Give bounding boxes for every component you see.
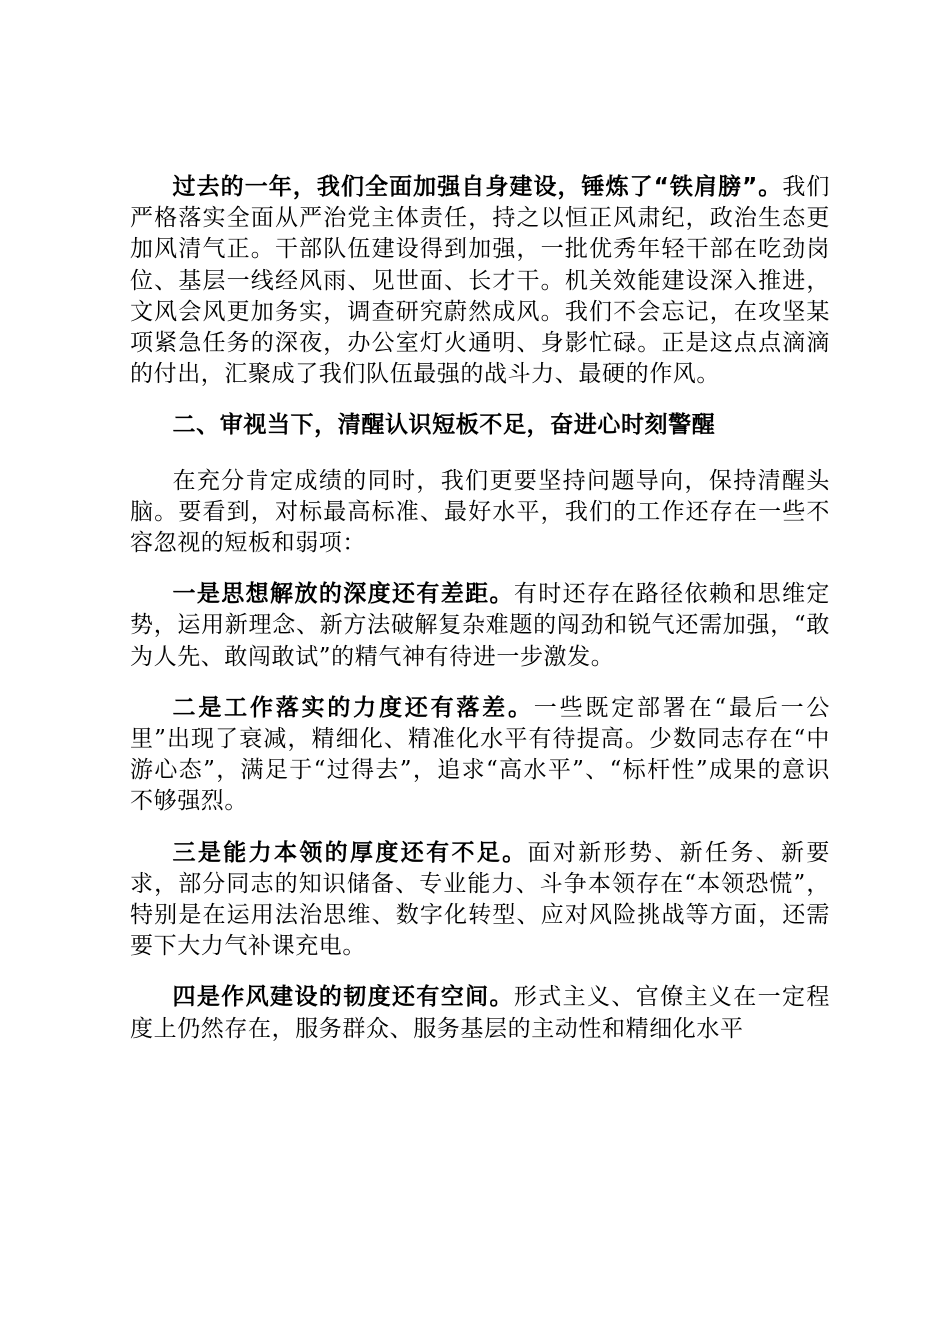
point-lead: 一是思想解放的深度还有差距。	[172, 581, 514, 608]
point-two	[130, 693, 830, 818]
paragraph-intro: 在充分肯定成绩的同时，我们更要坚持问题导向，保持清醒头脑。要看到，对标最高标准、最好水平，我们的工作还存在一些不容忽视的短板和弱项：	[130, 467, 830, 557]
point-lead: 四是作风建设的韧度还有空间。	[172, 984, 514, 1011]
point-three	[130, 838, 830, 963]
point-one	[130, 579, 830, 673]
point-four	[130, 982, 830, 1044]
paragraph-lead: 过去的一年，我们全面加强自身建设，锤炼了“铁肩膀”。	[172, 174, 783, 200]
paragraph-body: 我们严格落实全面从严治党主体责任，持之以恒正风肃纪，政治生态更加风清气正。干部队伍建设得到加强，一批优秀年轻干部在吃劲岗位、基层一线经风雨、见世面、长才干。机关效能建设深入推进，文风会风更加务实，调查研究蔚然成风。我们不会忘记，在攻坚某项紧急任务的深夜，办公室灯火通明、身影忙碌。正是这点点滴滴的付出，汇聚成了我们队伍最强的战斗力、最硬的作风。	[130, 174, 830, 388]
paragraph-self-building	[130, 172, 830, 390]
point-body: 一些既定部署在“最后一公里”出现了衰减，精细化、精准化水平有待提高。少数同志存在“中游心态”，满足于“过得去”，追求“高水平”、“标杆性”成果的意识不够强烈。	[130, 694, 830, 815]
document-page	[130, 172, 830, 1065]
point-lead: 三是能力本领的厚度还有不足。	[172, 839, 528, 866]
point-body: 形式主义、官僚主义在一定程度上仍然存在，服务群众、服务基层的主动性和精细化水平	[130, 984, 830, 1042]
section-heading: 二、审视当下，清醒认识短板不足，奋进心时刻警醒	[172, 412, 716, 439]
point-body: 面对新形势、新任务、新要求，部分同志的知识储备、专业能力、斗争本领存在“本领恐慌”，特别是在运用法治思维、数字化转型、应对风险挑战等方面，还需要下大力气补课充电。	[130, 839, 830, 960]
point-body: 有时还存在路径依赖和思维定势，运用新理念、新方法破解复杂难题的闯劲和锐气还需加强，“敢为人先、敢闯敢试”的精气神有待进一步激发。	[130, 581, 830, 670]
point-lead: 二是工作落实的力度还有落差。	[172, 694, 534, 721]
